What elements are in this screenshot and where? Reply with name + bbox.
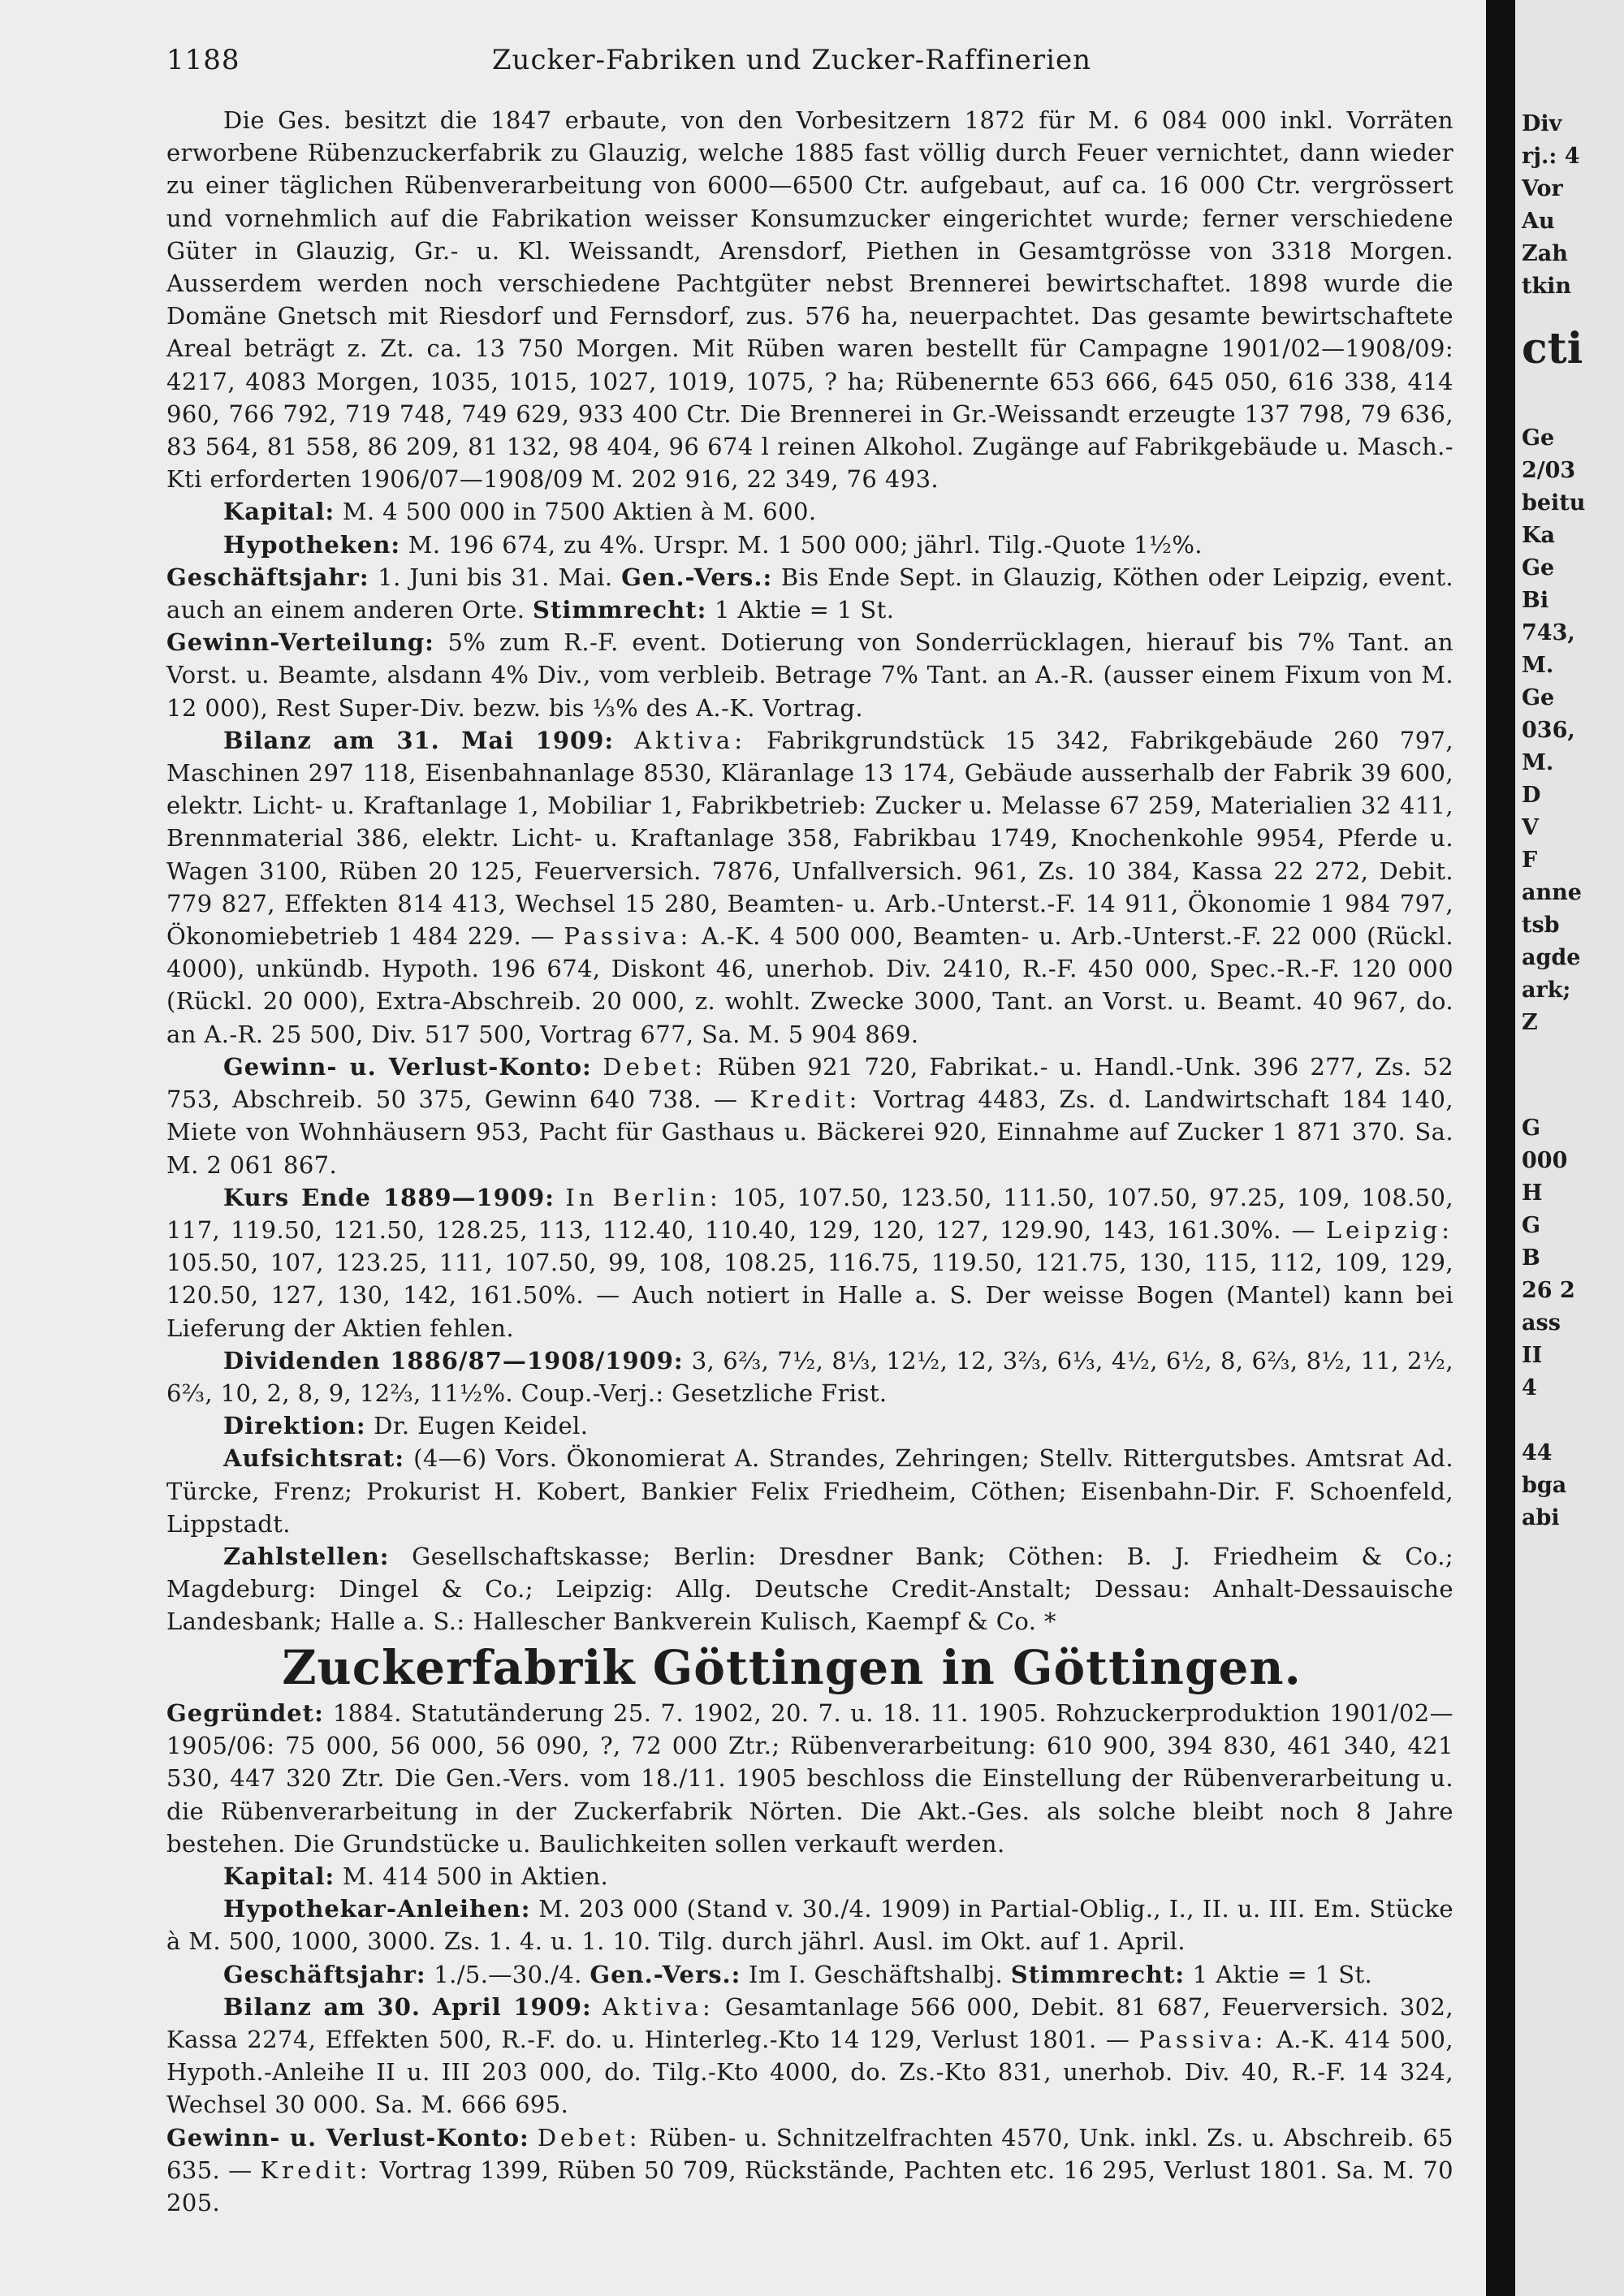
fiscal-year-label-2: Geschäftsjahr: [223, 1960, 426, 1988]
assets-text-2: Gesamtanlage 566 000, Debit. 81 687, Feuerversich. 302, Kassa 2274, Effekten 500, R.-F. do. u. Hinterleg.-Kto 14 129, Verlust 1801. — [166, 1992, 1453, 2054]
edge-fragment: G [1522, 1213, 1541, 1238]
entry-glauzig [166, 104, 1453, 1638]
founded-text: 1884. Statutänderung 25. 7. 1902, 20. 7. u. 18. 11. 1905. Rohzuckerproduktion 1901/02—1905/06: 75 000, 56 000, 56 090, ?, 72 000 Ztr.; Rübenverarbeitung: 610 900, 394 830, 461 340, 421 530, 447 320 Ztr. Die Gen.-Vers. vom 18./11. 1905 beschloss die Einstellung der Rübenverarbeitung u. die Rübenverarbeitung in der Zuckerfabrik Nörten. Die Akt.-Ges. als solche bleibt noch 8 Jahre bestehen. Die Grundstücke u. Baulichkeiten sollen verkauft werden. [166, 1699, 1453, 1858]
capital-label-2: Kapital: [223, 1862, 335, 1891]
edge-fragment: D [1522, 783, 1541, 808]
profit-loss-label-2: Gewinn- u. Verlust-Konto: [166, 2123, 529, 2151]
capital-text-2: M. 414 500 in Aktien. [342, 1862, 609, 1891]
board-label: Direktion: [223, 1412, 366, 1440]
debit-word-2: Debet: [537, 2123, 641, 2151]
dividends-label: Dividenden 1886/87—1908/1909: [223, 1346, 684, 1375]
intro-paragraph: Die Ges. besitzt die 1847 erbaute, von den Vorbesitzern 1872 für M. 6 084 000 inkl. Vorräten erworbene Rübenzuckerfabrik zu Glauzig, welche 1885 fast völlig durch Feuer vernichtet, dann wieder zu einer täglichen Rübenverarbeitung von 6000—6500 Ctr. aufgebaut, auf ca. 16 000 Ctr. vergrössert und vornehmlich auf die Fabrikation weisser Konsumzucker eingerichtet wurde; ferner verschiedene Güter in Glauzig, Gr.- u. Kl. Weissandt, Arensdorf, Piethen in Gesamtgrösse von 3318 Morgen. Ausserdem werden noch verschiedene Pachtgüter nebst Brennerei bewirtschaftet. 1898 wurde die Domäne Gnetsch mit Riesdorf und Fernsdorf, zus. 576 ha, neuerpachtet. Das gesamte bewirtschaftete Areal beträgt z. Zt. ca. 13 750 Morgen. Mit Rüben waren bestellt für Campagne 1901/02—1908/09: 4217, 4083 Morgen, 1035, 1015, 1027, 1019, 1075, ? ha; Rübenernte 653 666, 645 050, 616 338, 414 960, 766 792, 719 748, 749 629, 933 400 Ctr. Die Brennerei in Gr.-Weissandt erzeugte 137 798, 79 636, 83 564, 81 558, 86 209, 81 132, 98 404, 96 674 l reinen Alkohol. Zugänge auf Fabrikgebäude u. Masch.-Kti erforderten 1906/07—1908/09 M. 202 916, 22 349, 76 493. [166, 106, 1453, 494]
edge-fragment: abi [1522, 1505, 1560, 1530]
edge-fragment: tsb [1522, 913, 1560, 938]
general-meeting-text-2: Im I. Geschäftshalbj. [749, 1960, 1004, 1988]
profit-loss-label: Gewinn- u. Verlust-Konto: [223, 1052, 592, 1081]
edge-fragment: B [1522, 1245, 1540, 1271]
running-title: Zucker-Fabriken und Zucker-Raffinerien [491, 44, 1092, 76]
liabilities-text-2: A.-K. 414 500, Hypoth.-Anleihe II u. III 203 000, do. Tilg.-Kto 4000, do. Zs.-Kto 831, unerhob. Div. 40, R.-F. 14 324, Wechsel 30 000. Sa. M. 666 695. [166, 2026, 1453, 2119]
voting-right-label: Stimmrecht: [533, 596, 707, 624]
edge-fragment: F [1522, 848, 1538, 873]
paying-agents-text: Gesellschaftskasse; Berlin: Dresdner Bank; Cöthen: B. J. Friedheim & Co.; Magdeburg: Dingel & Co.; Leipzig: Allg. Deutsche Credit-Anstalt; Dessau: Anhalt-Dessauische Landesbank; Halle a. S.: Hallescher Bankverein Kulisch, Kaempf & Co. * [166, 1542, 1453, 1636]
profit-loss-paragraph-2 [166, 2121, 1453, 2220]
founded-label: Gegründet: [166, 1699, 324, 1727]
edge-fragment: 2/03 [1522, 458, 1576, 483]
edge-fragment: Ka [1522, 523, 1555, 548]
voting-right-text-2: 1 Aktie = 1 St. [1192, 1960, 1373, 1988]
bond-label: Hypothekar-Anleihen: [223, 1895, 531, 1923]
bond-text: M. 203 000 (Stand v. 30./4. 1909) in Partial-Oblig., I., II. u. III. Em. Stücke à M. 500, 1000, 3000. Zs. 1. 4. u. 1. 10. Tilg. durch jährl. Ausl. im Okt. auf 1. April. [166, 1895, 1453, 1956]
balance-paragraph [166, 724, 1453, 1051]
voting-right-label-2: Stimmrecht: [1010, 1960, 1186, 1988]
edge-fragment: II [1522, 1343, 1543, 1368]
founded-paragraph [166, 1697, 1453, 1860]
general-meeting-label: Gen.-Vers.: [621, 563, 773, 591]
liabilities-text: A.-K. 4 500 000, Beamten- u. Arb.-Unterst.-F. 22 000 (Rückl. 4000), unkündb. Hypoth. 196 674, Diskont 46, unerhob. Div. 2410, R.-F. 450 000, Spec.-R.-F. 120 000 (Rückl. 20 000), Extra-Abschreib. 20 000, z. wohlt. Zwecke 3000, Tant. an Vorst. u. Beamt. 40 967, do. an A.-R. 25 500, Div. 517 500, Vortrag 677, Sa. M. 5 904 869. [166, 922, 1454, 1048]
dividends-text: 3, 6⅔, 7½, 8⅓, 12½, 12, 3⅔, 6⅓, 4½, 6½, 8, 6⅔, 8½, 11, 2½, 6⅔, 10, 2, 8, 9, 12⅔, 11½%. Coup.-Verj.: Gesetzliche Frist. [166, 1346, 1453, 1407]
supervisory-board-text: (4—6) Vors. Ökonomierat A. Strandes, Zehringen; Stellv. Rittergutsbes. Amtsrat Ad. Türcke, Frenz; Prokurist H. Kobert, Bankier Felix Friedheim, Cöthen; Eisenbahn-Dir. F. Schoenfeld, Lippstadt. [166, 1444, 1453, 1538]
profit-distribution-paragraph [166, 626, 1453, 724]
supervisory-board-paragraph [166, 1442, 1453, 1540]
edge-fragment: Ge [1522, 685, 1555, 710]
edge-fragment: 44 [1522, 1440, 1553, 1465]
assets-word-2: Aktiva: [602, 1992, 715, 2021]
edge-fragment: 743, [1522, 620, 1575, 645]
page-number: 1188 [166, 44, 240, 76]
supervisory-board-label: Aufsichtsrat: [223, 1444, 405, 1473]
fiscal-year-paragraph [166, 561, 1453, 626]
edge-fragment: V [1522, 815, 1539, 840]
edge-fragment: Z [1522, 1010, 1538, 1035]
edge-fragment: H [1522, 1180, 1543, 1206]
berlin-prices: 105, 107.50, 123.50, 111.50, 107.50, 97.25, 109, 108.50, 117, 119.50, 121.50, 128.25, 113, 112.40, 110.40, 129, 120, 127, 129.90, 143, 161.30%. — [166, 1183, 1453, 1244]
edge-fragment: bga [1522, 1473, 1567, 1498]
general-meeting-text: Bis Ende Sept. in Glauzig, Köthen oder Leipzig, event. auch an einem anderen Orte. [166, 563, 1454, 624]
berlin-word: In Berlin: [565, 1183, 722, 1211]
edge-fragment: Ge [1522, 425, 1555, 451]
balance-label: Bilanz am 31. Mai 1909: [223, 726, 615, 754]
edge-fragment: G [1522, 1116, 1541, 1141]
page-gutter [1486, 0, 1515, 2296]
capital-text: M. 4 500 000 in 7500 Aktien à M. 600. [342, 498, 817, 526]
edge-fragment: anne [1522, 880, 1582, 905]
capital-label: Kapital: [223, 498, 335, 526]
edge-fragment: ass [1522, 1310, 1561, 1336]
edge-fragment: 26 2 [1522, 1278, 1575, 1303]
debit-text: Rüben 921 720, Fabrikat.- u. Handl.-Unk. 396 277, Zs. 52 753, Abschreib. 50 375, Gewinn 640 738. — [166, 1052, 1453, 1114]
liabilities-word: Passiva: [564, 922, 693, 951]
credit-word: Kredit: [749, 1085, 862, 1114]
edge-fragment: M. [1522, 750, 1554, 775]
edge-fragment: Au [1522, 209, 1555, 234]
fiscal-year-text: 1. Juni bis 31. Mai. [378, 563, 613, 591]
credit-text-2: Vortrag 1399, Rüben 50 709, Rückstände, Pachten etc. 16 295, Verlust 1801. Sa. M. 70 205. [166, 2156, 1453, 2217]
capital-paragraph [166, 495, 1453, 528]
edge-fragment: 000 [1522, 1148, 1568, 1173]
balance-label-2: Bilanz am 30. April 1909: [223, 1992, 592, 2021]
general-meeting-label-2: Gen.-Vers.: [590, 1960, 741, 1988]
voting-right-text: 1 Aktie = 1 St. [714, 596, 895, 624]
edge-fragment: cti [1522, 324, 1583, 373]
profit-loss-paragraph [166, 1051, 1453, 1181]
edge-fragment: ark; [1522, 978, 1571, 1003]
balance-paragraph-2 [166, 1991, 1453, 2121]
page-header [166, 44, 1417, 81]
edge-fragment: M. [1522, 653, 1554, 678]
edge-fragment: Vor [1522, 176, 1563, 201]
credit-word-2: Kredit: [260, 2156, 372, 2184]
debit-word: Debet: [603, 1052, 706, 1081]
paying-agents-label: Zahlstellen: [223, 1542, 390, 1570]
edge-fragment: Div [1522, 111, 1562, 136]
dividends-paragraph [166, 1344, 1453, 1409]
capital-paragraph-2 [166, 1860, 1453, 1892]
assets-text: Fabrikgrundstück 15 342, Fabrikgebäude 260 797, Maschinen 297 118, Eisenbahnanlage 8530, Kläranlage 13 174, Gebäude ausserhalb der Fabrik 39 600, elektr. Licht- u. Kraftanlage 1, Mobiliar 1, Fabrikbetrieb: Zucker u. Melasse 67 259, Materialien 32 411, Brennmaterial 386, elektr. Licht- u. Kraftanlage 358, Fabrikbau 1749, Knochenkohle 9954, Pferde u. Wagen 3100, Rüben 20 125, Feuerversich. 7876, Unfallversich. 961, Zs. 10 384, Kassa 22 272, Debit. 779 827, Effekten 814 413, Wechsel 15 280, Beamten- u. Arb.-Unterst.-F. 14 911, Ökonomie 1 984 797, Ökonomiebetrieb 1 484 229. — [166, 726, 1454, 951]
adjacent-page-edge [1515, 0, 1624, 2296]
share-price-label: Kurs Ende 1889—1909: [223, 1183, 555, 1211]
mortgage-text: M. 196 674, zu 4%. Urspr. M. 1 500 000; jährl. Tilg.-Quote 1½%. [408, 530, 1203, 559]
edge-fragment: 036, [1522, 718, 1575, 743]
edge-fragment: Bi [1522, 588, 1549, 613]
edge-fragment: agde [1522, 945, 1581, 970]
fiscal-year-paragraph-2 [166, 1958, 1453, 1991]
edge-fragment: beitu [1522, 490, 1586, 516]
liabilities-word-2: Passiva: [1138, 2026, 1268, 2054]
board-paragraph [166, 1409, 1453, 1442]
leipzig-prices: 105.50, 107, 123.25, 111, 107.50, 99, 108, 108.25, 116.75, 119.50, 121.75, 130, 115, 112, 109, 129, 120.50, 127, 130, 142, 161.50%. — Auch notiert in Halle a. S. Der weisse Bogen (Mantel) kann bei Lieferung der Aktien fehlen. [166, 1249, 1453, 1342]
board-text: Dr. Eugen Keidel. [374, 1412, 589, 1440]
edge-fragment: 4 [1522, 1375, 1537, 1400]
edge-fragment: Ge [1522, 555, 1555, 580]
debit-text-2: Rüben- u. Schnitzelfrachten 4570, Unk. inkl. Zs. u. Abschreib. 65 635. — [166, 2123, 1453, 2184]
fiscal-year-text-2: 1./5.—30./4. [434, 1960, 582, 1988]
edge-fragment: rj.: 4 [1522, 144, 1580, 169]
edge-fragment: Zah [1522, 241, 1568, 266]
assets-word: Aktiva: [634, 726, 746, 754]
mortgage-paragraph [166, 529, 1453, 561]
entry-goettingen [166, 1697, 1453, 2219]
mortgage-label: Hypotheken: [223, 530, 401, 559]
leipzig-word: Leipzig: [1325, 1215, 1453, 1244]
credit-text: Vortrag 4483, Zs. d. Landwirtschaft 184 140, Miete von Wohnhäusern 953, Pacht für Gasthaus u. Bäckerei 920, Einnahme auf Zucker 1 871 370. Sa. M. 2 061 867. [166, 1085, 1454, 1179]
profit-distribution-text: 5% zum R.-F. event. Dotierung von Sonderrücklagen, hierauf bis 7% Tant. an Vorst. u. Beamte, alsdann 4% Div., vom verbleib. Betrage 7% Tant. an A.-R. (ausser einem Fixum von M. 12 000), Rest Super-Div. bezw. bis ⅓% des A.-K. Vortrag. [166, 628, 1454, 722]
edge-fragment: tkin [1522, 274, 1572, 299]
bond-paragraph [166, 1892, 1453, 1957]
share-price-paragraph [166, 1181, 1453, 1344]
fiscal-year-label: Geschäftsjahr: [166, 563, 369, 591]
section-title: Zuckerfabrik Göttingen in Göttingen. [282, 1640, 1302, 1695]
paying-agents-paragraph [166, 1540, 1453, 1638]
profit-distribution-label: Gewinn-Verteilung: [166, 628, 434, 657]
